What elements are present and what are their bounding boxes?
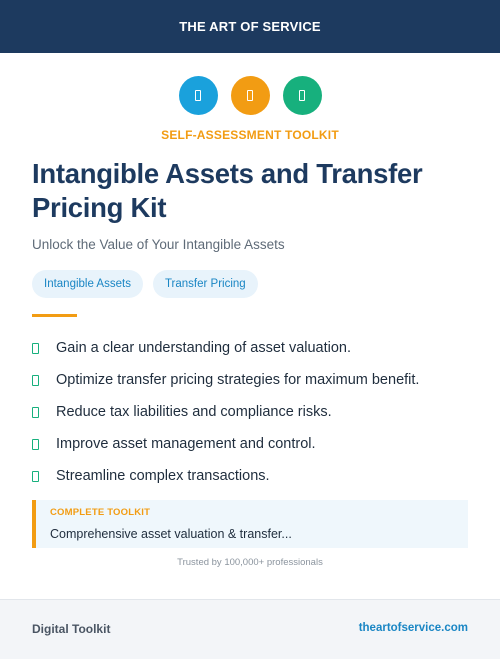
list-item — [32, 428, 419, 460]
subtitle: Unlock the Value of Your Intangible Assets — [32, 237, 285, 252]
trusted-note: Trusted by 100,000+ professionals — [177, 557, 323, 568]
benefit-text: Optimize transfer pricing strategies for maximum benefit. — [56, 372, 420, 388]
benefit-text: Streamline complex transactions. — [56, 468, 270, 484]
check-icon — [32, 407, 39, 418]
check-icon — [32, 439, 39, 450]
benefit-text: Gain a clear understanding of asset valuation. — [56, 340, 352, 356]
tag-transfer-pricing[interactable]: Transfer Pricing — [153, 270, 258, 298]
list-item — [32, 332, 419, 364]
callout-label: COMPLETE TOOLKIT — [50, 507, 151, 518]
check-icon — [32, 343, 39, 354]
top-banner — [0, 0, 500, 53]
tag-intangible-assets[interactable]: Intangible Assets — [32, 270, 143, 298]
benefit-list — [32, 332, 419, 492]
document-icon — [283, 76, 322, 115]
callout-text: Comprehensive asset valuation & transfer... — [50, 527, 292, 541]
document-icon — [179, 76, 218, 115]
footer-label: Digital Toolkit — [32, 622, 111, 636]
accent-divider — [32, 314, 77, 317]
tag-list — [32, 270, 258, 298]
footer — [0, 599, 500, 659]
check-icon — [32, 471, 39, 482]
page-title: Intangible Assets and Transfer Pricing Kit — [32, 158, 423, 223]
list-item — [32, 364, 419, 396]
benefit-text: Reduce tax liabilities and compliance risks. — [56, 404, 332, 420]
list-item — [32, 460, 419, 492]
document-icon — [231, 76, 270, 115]
icon-row — [0, 76, 500, 115]
website-link[interactable]: theartofservice.com — [358, 622, 468, 634]
benefit-text: Improve asset management and control. — [56, 436, 316, 452]
brand-name: THE ART OF SERVICE — [179, 19, 321, 34]
list-item — [32, 396, 419, 428]
kicker-label: SELF-ASSESSMENT TOOLKIT — [161, 128, 339, 142]
toolkit-callout — [32, 500, 468, 548]
check-icon — [32, 375, 39, 386]
